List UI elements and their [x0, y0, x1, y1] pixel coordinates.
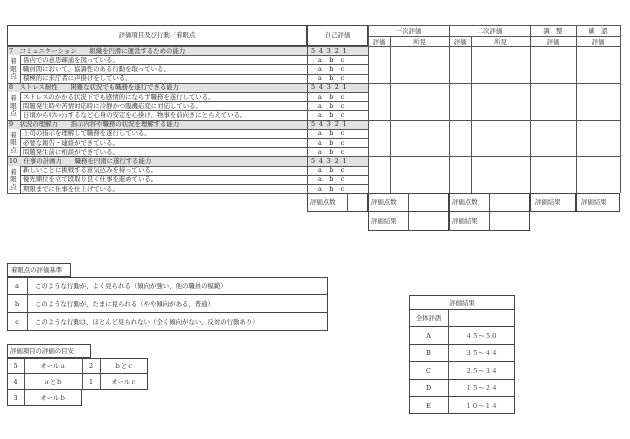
- result-grade: C: [426, 366, 431, 375]
- focus-item: 上司の指示を理解して職務を遂行している。: [23, 129, 151, 138]
- first-remarks-header: 所見: [413, 37, 426, 46]
- second-remarks-header: 所見: [494, 37, 507, 46]
- result-grade: B: [426, 349, 431, 358]
- focus-item: 問題発生時や苦情対応時に冷静かつ臨機応変に対応している。: [23, 101, 202, 110]
- abc-choice: a b c: [318, 74, 345, 83]
- criteria-key: c: [15, 318, 19, 326]
- score-scale: 5 4 3 2 1: [311, 46, 348, 55]
- guide-score: 5: [13, 362, 18, 370]
- result-range: １５～２４: [465, 384, 498, 393]
- rule: [368, 36, 620, 37]
- rule: [368, 120, 620, 121]
- section-title: 9 状況の理解力 指示内容や職務の状況を理解する能力: [9, 120, 180, 129]
- result-range: ３５～４４: [465, 349, 498, 358]
- guide-condition: ｂとｃ: [114, 362, 134, 370]
- section-title: 10 仕事の計画力 職務を円滑に遂行する能力: [9, 157, 152, 165]
- result-range: １０～１４: [465, 401, 498, 410]
- guide-condition: ａとｂ: [43, 378, 63, 386]
- criteria-desc: このような行動が、よく見られる（傾向が強い、他の職員の模範）: [35, 282, 227, 290]
- abc-choice: a b c: [318, 147, 345, 156]
- rule: [20, 129, 21, 157]
- focus-point-label: 着眼点: [10, 130, 17, 154]
- rule: [471, 36, 472, 193]
- rule: [307, 46, 308, 193]
- rule: [368, 83, 620, 84]
- rule: [27, 313, 28, 331]
- first-score-label: 評価点数: [371, 198, 397, 207]
- guide-condition: オールｃ: [111, 378, 137, 386]
- rule: [7, 156, 368, 157]
- rule: [27, 277, 28, 295]
- abc-choice: a b c: [318, 184, 345, 193]
- score-scale: 5 4 3 2 1: [311, 157, 348, 165]
- result-grade: E: [426, 401, 431, 410]
- item-column-header: 評価項目及び行動／着眼点: [118, 31, 196, 39]
- focus-item: 問題発生前に相談ができている。: [23, 147, 119, 156]
- guide-score: 3: [13, 394, 18, 402]
- second-result-label: 評価結果: [452, 217, 478, 226]
- self-eval-header: 自己評価: [324, 31, 351, 39]
- first-eval-header: 一次評価: [395, 27, 422, 35]
- rule: [449, 25, 450, 193]
- guide-condition: オールａ: [40, 362, 66, 370]
- rule: [27, 295, 28, 313]
- rule: [20, 166, 21, 194]
- focus-item: 係内での意思疎通を図っている。: [23, 55, 119, 64]
- abc-choice: a b c: [318, 138, 345, 147]
- second-grade-header: 評価: [453, 37, 467, 46]
- focus-item: ストレスのかかる状況下でも感情的にならず職務を遂行している。: [23, 92, 215, 101]
- criteria-title: 着眼点の評価基準: [11, 266, 63, 274]
- result-range: ４５～５０: [465, 331, 498, 340]
- first-result-label: 評価結果: [371, 217, 397, 226]
- rule: [7, 46, 368, 47]
- criteria-desc: このような行動が、たまに見られる（やや傾向がある、普通）: [35, 300, 214, 308]
- confirm-grade-header: 評価: [591, 37, 605, 46]
- section-title: 8 ストレス耐性 困難な状況でも職務を遂行できる能力: [9, 83, 180, 92]
- guide-title: 評価項目の評価の目安: [10, 347, 74, 355]
- rule: [20, 55, 21, 83]
- confirm-header: 確 認: [588, 27, 608, 35]
- score-scale: 5 4 3 2 1: [311, 120, 348, 129]
- rule: [489, 212, 490, 231]
- rule: [347, 193, 348, 212]
- abc-choice: a b c: [318, 65, 345, 73]
- focus-item: 職員間において、協調性のある行動を取っている。: [23, 65, 170, 73]
- guide-condition: オールｂ: [40, 394, 66, 402]
- result-grade: A: [426, 331, 431, 340]
- rule: [7, 46, 8, 193]
- adjust-header: 調 整: [543, 27, 563, 35]
- result-header: 全体評語: [415, 314, 442, 322]
- abc-choice: a b c: [318, 175, 345, 184]
- self-score-label: 評価点数: [310, 198, 336, 207]
- focus-item: 必要な報告・連絡ができている。: [23, 138, 119, 147]
- result-range: ２５～３４: [465, 366, 498, 375]
- abc-choice: a b c: [318, 55, 345, 64]
- guide-score: 2: [88, 362, 94, 370]
- focus-item: 新しいことに挑戦する意気込みを持っている。: [23, 166, 158, 175]
- guide-score: 1: [88, 378, 94, 386]
- rule: [368, 25, 369, 193]
- focus-item: 期限までに仕事を仕上げている。: [23, 184, 119, 193]
- criteria-desc: このような行動は、ほとんど見られない（全く傾向がない、反対の行動あり）: [35, 318, 259, 326]
- rule: [368, 46, 620, 47]
- abc-choice: a b c: [318, 129, 345, 138]
- focus-point-label: 着眼点: [10, 167, 17, 191]
- abc-choice: a b c: [318, 101, 345, 110]
- rule: [20, 92, 21, 120]
- focus-item: 積極的に来庁者に声掛けをしている。: [23, 74, 132, 83]
- result-title: 評価結果: [449, 298, 475, 307]
- rule: [7, 83, 368, 84]
- confirm-result-label: 評価結果: [581, 198, 607, 207]
- first-grade-header: 評価: [372, 37, 386, 46]
- second-eval-header: 二次評価: [476, 27, 503, 35]
- rule: [448, 310, 449, 327]
- rule: [530, 25, 531, 193]
- focus-point-label: 着眼点: [10, 94, 17, 118]
- rule: [489, 193, 490, 212]
- adjust-grade-header: 評価: [546, 37, 560, 46]
- score-scale: 5 4 3 2 1: [311, 83, 348, 92]
- rule: [408, 193, 409, 212]
- result-grade: D: [425, 384, 432, 393]
- guide-score: 4: [13, 378, 18, 386]
- criteria-key: b: [14, 300, 20, 308]
- section-title: 7 コミュニケーション 組織を円滑に運営するための能力: [9, 46, 186, 55]
- rule: [368, 25, 620, 26]
- rule: [368, 156, 620, 157]
- rule: [408, 212, 409, 231]
- focus-item: 優先順位を立て段取り良く仕事を進めている。: [23, 175, 158, 184]
- abc-choice: a b c: [318, 92, 345, 101]
- abc-choice: a b c: [318, 111, 345, 119]
- adjust-result-label: 評価結果: [535, 198, 561, 207]
- rule: [620, 25, 621, 193]
- rule: [390, 36, 391, 193]
- criteria-key: a: [15, 282, 19, 290]
- focus-point-label: 着眼点: [10, 57, 17, 81]
- rule: [576, 25, 577, 193]
- second-score-label: 評価点数: [452, 198, 478, 207]
- abc-choice: a b c: [318, 166, 345, 175]
- rule: [7, 120, 368, 121]
- focus-item: 日頃からﾘﾌﾚｯｼｭするなど心身の安定を心掛け、物事を前向きにとらえている。: [23, 111, 247, 119]
